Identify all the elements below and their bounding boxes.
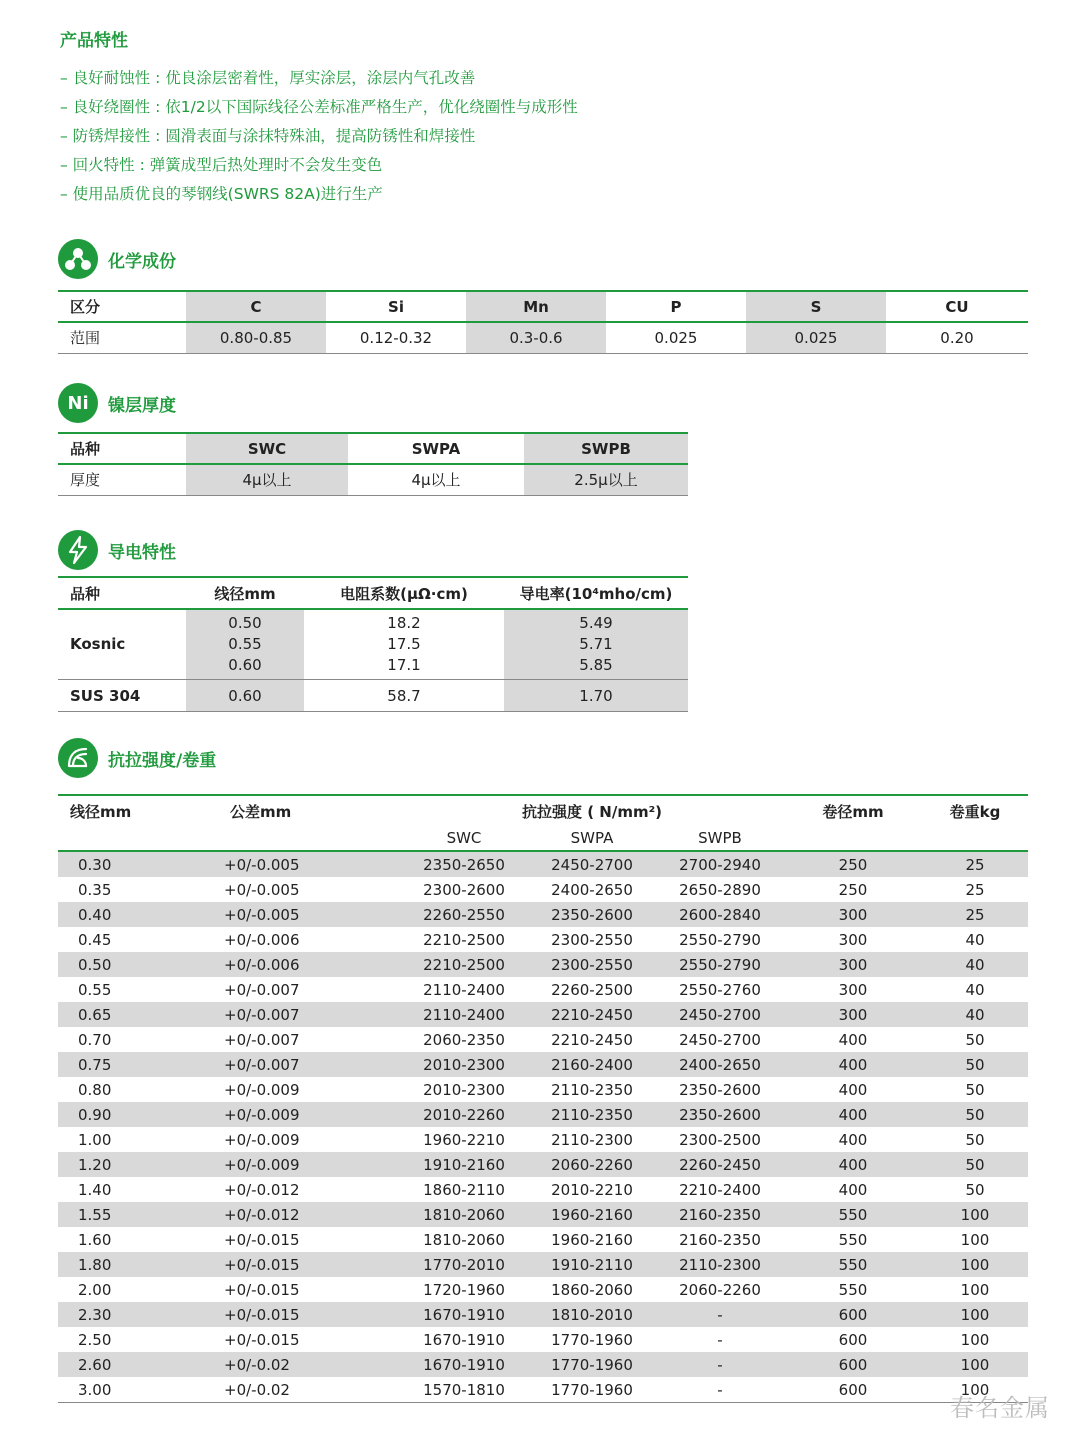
table-cell: 2210-2450	[551, 1030, 633, 1049]
table-cell: SUS 304	[70, 686, 141, 705]
table-cell: 300	[784, 902, 922, 927]
table-cell: 2010-2300	[423, 1080, 505, 1099]
table-cell: 1810-2060	[423, 1230, 505, 1249]
table-cell: 2.30	[58, 1302, 210, 1327]
table-header: 导电率(10⁴mho/cm)	[504, 577, 688, 609]
table-cell: 58.7	[387, 686, 421, 705]
table-row	[58, 877, 1028, 902]
table-cell: 550	[838, 1280, 868, 1299]
table-row	[58, 1052, 1028, 1077]
table-header: P	[606, 291, 746, 322]
table-cell: +0/-0.006	[210, 952, 400, 977]
table-cell: 0.65	[58, 1002, 210, 1027]
table-cell: 2300-2550	[551, 930, 633, 949]
table-cell: +0/-0.009	[224, 1080, 300, 1099]
chem-section-header	[58, 238, 176, 280]
table-cell: 0.025	[654, 328, 698, 347]
tensile-body	[58, 851, 1028, 1403]
table-cell: 2210-2450	[528, 1002, 656, 1027]
table-cell: 2300-2500	[679, 1130, 761, 1149]
table-cell: 1.80	[58, 1252, 210, 1277]
table-cell: +0/-0.007	[210, 1052, 400, 1077]
table-cell: 1670-1910	[423, 1330, 505, 1349]
table-cell: 2300-2550	[528, 952, 656, 977]
table-header: C	[186, 291, 326, 322]
table-cell: 400	[784, 1102, 922, 1127]
table-cell: 0.40	[58, 902, 210, 927]
table-cell: 50	[922, 1102, 1028, 1127]
table-cell: 2.00	[78, 1280, 112, 1299]
table-cell: 0.35	[78, 880, 112, 899]
table-cell: 1960-2160	[528, 1202, 656, 1227]
table-row	[58, 1152, 1028, 1177]
table-row	[58, 1252, 1028, 1277]
ni-table	[58, 432, 688, 496]
table-cell: +0/-0.015	[224, 1330, 300, 1349]
spring-icon	[58, 738, 98, 778]
table-cell: 1910-2160	[400, 1152, 528, 1177]
table-cell: 25	[965, 880, 985, 899]
table-cell: -	[717, 1330, 723, 1349]
table-header: 区分	[58, 291, 186, 322]
table-cell: 2210-2400	[679, 1180, 761, 1199]
table-cell: 550	[784, 1252, 922, 1277]
table-header: SWC	[400, 826, 528, 851]
table-cell: 300	[838, 930, 868, 949]
feature-item: – 使用品质优良的琴钢线(SWRS 82A)进行生产	[60, 185, 383, 203]
table-cell: 600	[784, 1352, 922, 1377]
table-cell: +0/-0.015	[224, 1280, 300, 1299]
table-cell: 40	[965, 930, 985, 949]
table-cell: 1720-1960	[423, 1280, 505, 1299]
table-cell: +0/-0.012	[210, 1202, 400, 1227]
table-row	[58, 1127, 1028, 1152]
table-cell: 2350-2600	[528, 902, 656, 927]
ni-icon: Ni	[58, 383, 98, 423]
table-cell: 2060-2260	[528, 1152, 656, 1177]
table-cell: +0/-0.005	[210, 851, 400, 877]
table-cell: 0.025	[746, 322, 886, 353]
table-row	[58, 1002, 1028, 1027]
table-cell: 2260-2500	[551, 980, 633, 999]
table-cell: 2260-2550	[400, 902, 528, 927]
table-cell: 5.71	[504, 634, 688, 655]
table-cell: 400	[838, 1080, 868, 1099]
table-cell: +0/-0.006	[224, 930, 300, 949]
ni-title: 镍层厚度	[108, 395, 176, 416]
table-cell: 1770-1960	[551, 1380, 633, 1399]
table-cell: 0.50	[186, 609, 304, 634]
table-cell: 300	[784, 1002, 922, 1027]
table-cell: 25	[922, 902, 1028, 927]
table-cell: 2260-2450	[656, 1152, 784, 1177]
table-cell: 2400-2650	[551, 880, 633, 899]
table-cell: 2450-2700	[679, 1030, 761, 1049]
table-cell: 18.2	[387, 614, 421, 632]
table-cell: 250	[784, 851, 922, 877]
table-cell: 3.00	[78, 1380, 112, 1399]
table-cell: 50	[922, 1152, 1028, 1177]
tensile-title: 抗拉强度/卷重	[108, 750, 217, 771]
table-cell: 100	[922, 1202, 1028, 1227]
table-header: SWPB	[524, 433, 688, 464]
table-row	[58, 1377, 1028, 1403]
table-cell: 2450-2700	[656, 1002, 784, 1027]
table-header: 卷径mm	[822, 802, 884, 821]
table-row	[58, 902, 1028, 927]
table-cell: 2010-2260	[400, 1102, 528, 1127]
table-cell: 100	[922, 1302, 1028, 1327]
table-header: 品种	[58, 433, 186, 464]
table-cell: 50	[965, 1030, 985, 1049]
feature-item: – 良好绕圈性 : 依1/2以下国际线径公差标准严格生产，优化绕圈性与成形性	[60, 98, 578, 116]
table-row	[58, 851, 1028, 877]
table-cell: 1960-2210	[423, 1130, 505, 1149]
table-cell: 1.70	[504, 680, 688, 712]
table-cell: 2160-2350	[656, 1202, 784, 1227]
table-cell: 1670-1910	[400, 1352, 528, 1377]
table-cell: -	[656, 1302, 784, 1327]
table-cell: 600	[784, 1302, 922, 1327]
table-row	[58, 1227, 1028, 1252]
table-cell: 1.40	[78, 1180, 112, 1199]
table-cell: 2450-2700	[528, 851, 656, 877]
table-cell: 2350-2650	[400, 851, 528, 877]
table-cell: -	[656, 1352, 784, 1377]
feature-item: – 防锈焊接性 : 圆滑表面与涂抹特殊油，提高防锈性和焊接性	[60, 127, 476, 145]
table-header: 电阻系数(μΩ·cm)	[304, 577, 504, 609]
table-cell: 1770-1960	[551, 1330, 633, 1349]
table-cell: 1810-2060	[400, 1202, 528, 1227]
chem-title: 化学成份	[108, 251, 176, 272]
table-header: 公差mm	[230, 802, 292, 821]
table-row	[58, 1277, 1028, 1302]
table-cell: 1960-2160	[551, 1230, 633, 1249]
feature-item: – 良好耐蚀性 : 优良涂层密着性，厚实涂层，涂层内气孔改善	[60, 69, 476, 87]
table-cell: 2550-2790	[679, 930, 761, 949]
table-cell: 0.60	[186, 655, 304, 680]
cond-section-header	[58, 529, 176, 571]
table-row	[58, 1077, 1028, 1102]
table-header: Si	[326, 291, 466, 322]
table-cell: 1810-2010	[528, 1302, 656, 1327]
feature-item: – 回火特性 : 弹簧成型后热处理时不会发生变色	[60, 156, 383, 174]
table-cell: 4μ以上	[411, 471, 461, 490]
table-cell: 2160-2350	[679, 1230, 761, 1249]
table-cell: 1.00	[78, 1130, 112, 1149]
table-cell: 0.55	[78, 980, 112, 999]
table-row	[58, 952, 1028, 977]
table-row	[58, 1327, 1028, 1352]
table-header: 抗拉强度 ( N/mm²)	[521, 802, 663, 821]
table-cell: 2160-2400	[528, 1052, 656, 1077]
table-cell: 25	[922, 851, 1028, 877]
table-header: S	[746, 291, 886, 322]
tensile-section-header	[58, 737, 216, 779]
table-cell: 0.30	[58, 851, 210, 877]
table-cell: 5.85	[504, 655, 688, 680]
table-header: 卷重kg	[949, 802, 1001, 821]
table-cell: 0.80	[78, 1080, 112, 1099]
table-cell: 100	[922, 1252, 1028, 1277]
table-cell: 250	[838, 880, 868, 899]
table-cell: 2.60	[58, 1352, 210, 1377]
table-cell: 300	[784, 952, 922, 977]
table-cell: +0/-0.012	[224, 1180, 300, 1199]
molecule-icon	[58, 239, 98, 279]
table-row	[58, 1027, 1028, 1052]
table-cell: +0/-0.007	[224, 1030, 300, 1049]
ni-section-header	[58, 382, 176, 424]
table-cell: 2.5μ以上	[524, 464, 688, 495]
table-cell: 2110-2350	[528, 1102, 656, 1127]
table-cell: 50	[965, 1080, 985, 1099]
table-cell: 600	[838, 1330, 868, 1349]
table-cell: 2110-2400	[423, 980, 505, 999]
table-cell: 400	[838, 1030, 868, 1049]
table-cell: 100	[922, 1352, 1028, 1377]
table-header: 线径mm	[70, 802, 132, 821]
table-cell: 0.50	[58, 952, 210, 977]
cond-title: 导电特性	[108, 542, 176, 563]
table-cell: 2210-2500	[423, 930, 505, 949]
table-cell: 300	[838, 980, 868, 999]
table-cell: 40	[922, 952, 1028, 977]
table-cell: 2550-2790	[656, 952, 784, 977]
features-title: 产品特性	[60, 31, 128, 51]
table-cell: 2060-2350	[423, 1030, 505, 1049]
table-cell: Kosnic	[58, 609, 186, 680]
table-cell: 4μ以上	[186, 464, 348, 495]
table-cell: 2110-2400	[400, 1002, 528, 1027]
table-cell: 1.55	[58, 1202, 210, 1227]
table-cell: 1570-1810	[423, 1380, 505, 1399]
table-cell: 2010-2210	[551, 1180, 633, 1199]
tensile-table	[58, 794, 1028, 1403]
table-cell: 550	[838, 1230, 868, 1249]
table-cell: 40	[922, 1002, 1028, 1027]
table-cell: 550	[784, 1202, 922, 1227]
table-cell: +0/-0.007	[210, 1002, 400, 1027]
table-cell: 400	[838, 1180, 868, 1199]
table-cell: 1770-2010	[400, 1252, 528, 1277]
table-cell: 2110-2350	[551, 1080, 633, 1099]
table-row	[58, 927, 1028, 952]
cond-table	[58, 576, 688, 712]
table-cell: 1860-2110	[423, 1180, 505, 1199]
table-header: SWPA	[528, 826, 656, 851]
table-cell: 40	[965, 980, 985, 999]
table-cell: 2010-2300	[400, 1052, 528, 1077]
table-cell: 2350-2600	[679, 1080, 761, 1099]
table-header: 线径mm	[186, 577, 304, 609]
table-cell: 厚度	[70, 471, 101, 490]
table-cell: 400	[784, 1152, 922, 1177]
table-cell: 1770-1960	[528, 1352, 656, 1377]
table-cell: +0/-0.015	[210, 1252, 400, 1277]
table-row	[58, 1202, 1028, 1227]
table-cell: +0/-0.02	[210, 1352, 400, 1377]
table-cell: 2400-2650	[656, 1052, 784, 1077]
table-cell: 100	[960, 1280, 990, 1299]
table-cell: 2210-2500	[400, 952, 528, 977]
table-cell: +0/-0.007	[224, 980, 300, 999]
table-cell: 50	[922, 1052, 1028, 1077]
table-cell: +0/-0.015	[224, 1230, 300, 1249]
table-cell: 400	[838, 1130, 868, 1149]
table-cell: 17.1	[387, 656, 421, 674]
table-cell: 0.60	[186, 680, 304, 712]
table-cell: 1.20	[58, 1152, 210, 1177]
table-cell: 50	[965, 1180, 985, 1199]
watermark: 春名金属	[950, 1394, 1050, 1422]
table-cell: 2060-2260	[679, 1280, 761, 1299]
table-row	[58, 1102, 1028, 1127]
table-cell: 2600-2840	[656, 902, 784, 927]
table-cell: 0.80-0.85	[186, 322, 326, 353]
table-cell: 2550-2760	[679, 980, 761, 999]
table-cell: +0/-0.005	[210, 902, 400, 927]
table-cell: 400	[784, 1052, 922, 1077]
table-cell: 0.20	[940, 328, 974, 347]
table-cell: 范围	[70, 329, 101, 348]
table-header: 品种	[58, 577, 186, 609]
table-cell: +0/-0.02	[224, 1380, 290, 1399]
table-cell: 1910-2110	[528, 1252, 656, 1277]
table-cell: 100	[960, 1330, 990, 1349]
table-cell: 2350-2600	[656, 1102, 784, 1127]
table-row	[58, 1177, 1028, 1202]
table-header: SWPB	[656, 826, 784, 851]
table-cell: 1860-2060	[551, 1280, 633, 1299]
table-header: CU	[886, 291, 1028, 322]
table-header: SWC	[186, 433, 348, 464]
table-cell: 5.49	[504, 609, 688, 634]
table-cell: 2650-2890	[679, 880, 761, 899]
table-cell: 2300-2600	[423, 880, 505, 899]
table-cell: 17.5	[387, 635, 421, 653]
table-cell: 2110-2300	[656, 1252, 784, 1277]
table-cell: +0/-0.015	[210, 1302, 400, 1327]
table-cell: 0.90	[58, 1102, 210, 1127]
table-cell: +0/-0.005	[224, 880, 300, 899]
table-cell: +0/-0.009	[210, 1152, 400, 1177]
table-header: Mn	[466, 291, 606, 322]
table-cell: 1.60	[78, 1230, 112, 1249]
table-cell: -	[717, 1380, 723, 1399]
table-header: SWPA	[348, 433, 524, 464]
table-cell: 600	[838, 1380, 868, 1399]
table-cell: 1670-1910	[400, 1302, 528, 1327]
table-cell: 100	[960, 1380, 990, 1399]
table-cell: 50	[965, 1130, 985, 1149]
lightning-icon	[58, 530, 98, 570]
table-cell: 0.70	[78, 1030, 112, 1049]
table-cell: 100	[960, 1230, 990, 1249]
table-cell: 2110-2300	[551, 1130, 633, 1149]
table-cell: 0.75	[58, 1052, 210, 1077]
table-row	[58, 1352, 1028, 1377]
table-cell: 2700-2940	[656, 851, 784, 877]
chem-table	[58, 290, 1028, 354]
table-cell: 0.12-0.32	[359, 328, 433, 347]
table-row	[58, 1302, 1028, 1327]
table-row	[58, 977, 1028, 1002]
table-cell: +0/-0.009	[224, 1130, 300, 1149]
table-cell: 2.50	[78, 1330, 112, 1349]
table-cell: 0.45	[78, 930, 112, 949]
table-cell: 0.55	[186, 634, 304, 655]
table-cell: +0/-0.009	[210, 1102, 400, 1127]
table-cell: 0.3-0.6	[466, 322, 606, 353]
features-list	[60, 64, 578, 209]
